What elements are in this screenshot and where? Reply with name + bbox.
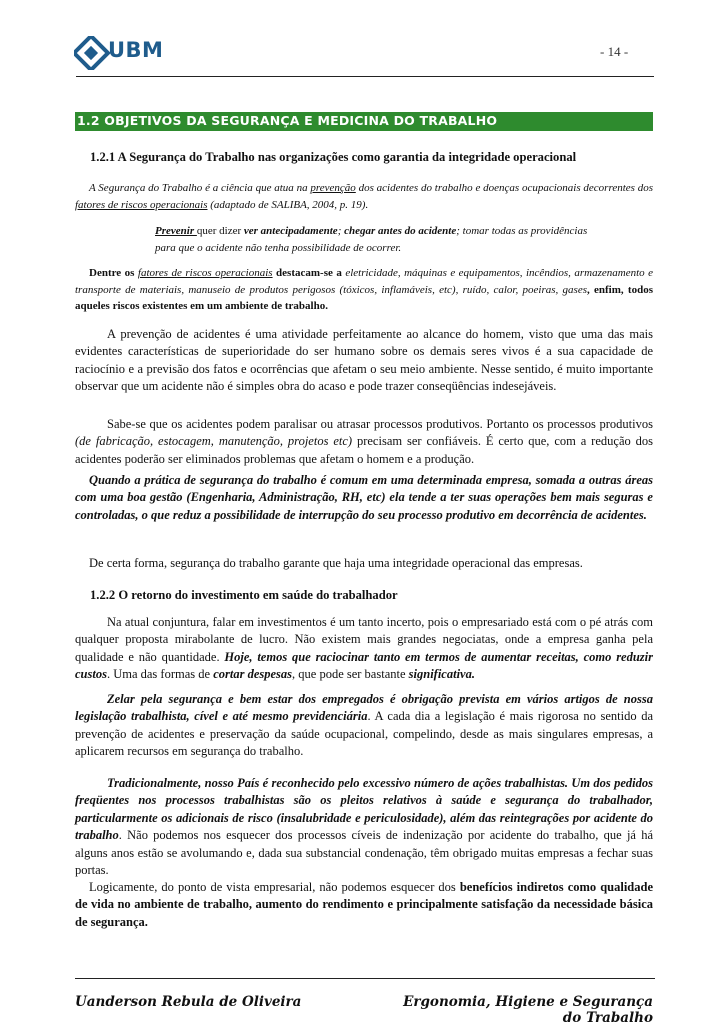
paragraph-productive-processes: Sabe-se que os acidentes podem paralisar ou atrasar processos produtivos. Portanto os processos produtivos (de fabricação, estocagem, manutenção, projetos etc) precisam ser confiáveis. É certo que, com a redução dos acidentes poderão ser eliminados problemas que afetam o homem e a produção. [75, 417, 654, 466]
paragraph-indirect-benefits: Logicamente, do ponto de vista empresarial, não podemos esquecer dos benefícios indiretos como qualidade de vida no ambiente de trabalho, aumento do rendimento e principalmente satisfação da necessidade básica de segurança. [75, 880, 653, 929]
paragraph-definition: A Segurança do Trabalho é a ciência que atua na prevenção dos acidentes do trabalho e doenças ocupacionais decorrentes dos fatores de riscos operacionais (adaptado de SALIBA, 2004, p. 19). [75, 182, 653, 211]
quote-prevenir: Prevenir quer dizer ver antecipadamente; chegar antes do acidente; tomar todas as providências para que o acidente não tenha possibilidade de ocorrer. [155, 225, 588, 254]
logo-text: UBM [108, 38, 164, 62]
paragraph-operational-integrity: De certa forma, segurança do trabalho garante que haja uma integridade operacional das empresas. [89, 556, 583, 570]
header-divider [76, 76, 654, 77]
paragraph-legislation: Zelar pela segurança e bem estar dos empregados é obrigação prevista em vários artigos de nossa legislação trabalhista, cível e até mesmo previdenciária. A cada dia a legislação é mais rigorosa no sentido da prevenção de acidentes e preservação da saúde ocupacional, compelindo, desde as mais singulares empresas, a aplicarem recursos em segurança do trabalho. [75, 692, 653, 759]
footer-divider [75, 978, 655, 979]
subsection-title-1: 1.2.1 A Segurança do Trabalho nas organizações como garantia da integridade operacional [90, 150, 577, 164]
paragraph-safety-practice: Quando a prática de segurança do trabalho é comum em uma determinada empresa, somada a outras áreas com uma boa gestão (Engenharia, Administração, RH, etc) ela tende a ter suas operações bem mais seguras e controladas, o que reduz a possibilidade de interrupção do seu processo produtivo em decorrência de acidentes. [75, 473, 653, 522]
paragraph-prevention: A prevenção de acidentes é uma atividade perfeitamente ao alcance do homem, visto que uma das mais evidentes características de superioridade do ser humano sobre os demais seres vivos é a sua capacidade de raciocínio e a previsão dos fatos e ocorrências que afetam o seu meio ambiente. Nesse sentido, é muito importante observar que um acidente não é simples obra do acaso e pode trazer conseqüências indesejáveis. [75, 327, 653, 394]
footer-author: Uanderson Rebula de Oliveira [75, 994, 302, 1010]
section-title: 1.2 OBJETIVOS DA SEGURANÇA E MEDICINA DO TRABALHO [77, 113, 498, 128]
footer-course: Ergonomia, Higiene e Segurança do Trabalho [403, 994, 653, 1026]
subsection-title-2: 1.2.2 O retorno do investimento em saúde do trabalhador [90, 588, 398, 602]
page-number: - 14 - [600, 44, 629, 59]
paragraph-risk-factors: Dentre os fatores de riscos operacionais destacam-se a eletricidade, máquinas e equipamentos, incêndios, armazenamento e transporte de materiais, manuseio de produtos perigosos (tóxicos, inflamáveis, etc), ruído, calor, poeiras, gases, enfim, todos aqueles riscos existentes em um ambiente de trabalho. [75, 267, 653, 312]
paragraph-labor-actions: Tradicionalmente, nosso País é reconhecido pelo excessivo número de ações trabalhistas. Um dos pedidos freqüentes nos processos trabalhistas são os pleitos relativos à saúde e segurança do trabalhador, particularmente os adicionais de risco (insalubridade e periculosidade), além das reintegrações por acidente do trabalho. Não podemos nos esquecer dos processos cíveis de indenização por acidente do trabalho, que já há alguns anos estão se avolumando e, dada sua substancial condenação, têm obrigado muitas empresas a fechar suas portas. [75, 776, 653, 878]
paragraph-investment: Na atual conjuntura, falar em investimentos é um tanto incerto, pois o empresariado está com o pé atrás com qualquer proposta mirabolante de lucro. Não existem mais grandes negociatas, onde a empresa ganha pela qualidade e não quantidade. Hoje, temos que raciocinar tanto em termos de aumentar receitas, como reduzir custos. Uma das formas de cortar despesas, que pode ser bastante significativa. [75, 615, 654, 682]
